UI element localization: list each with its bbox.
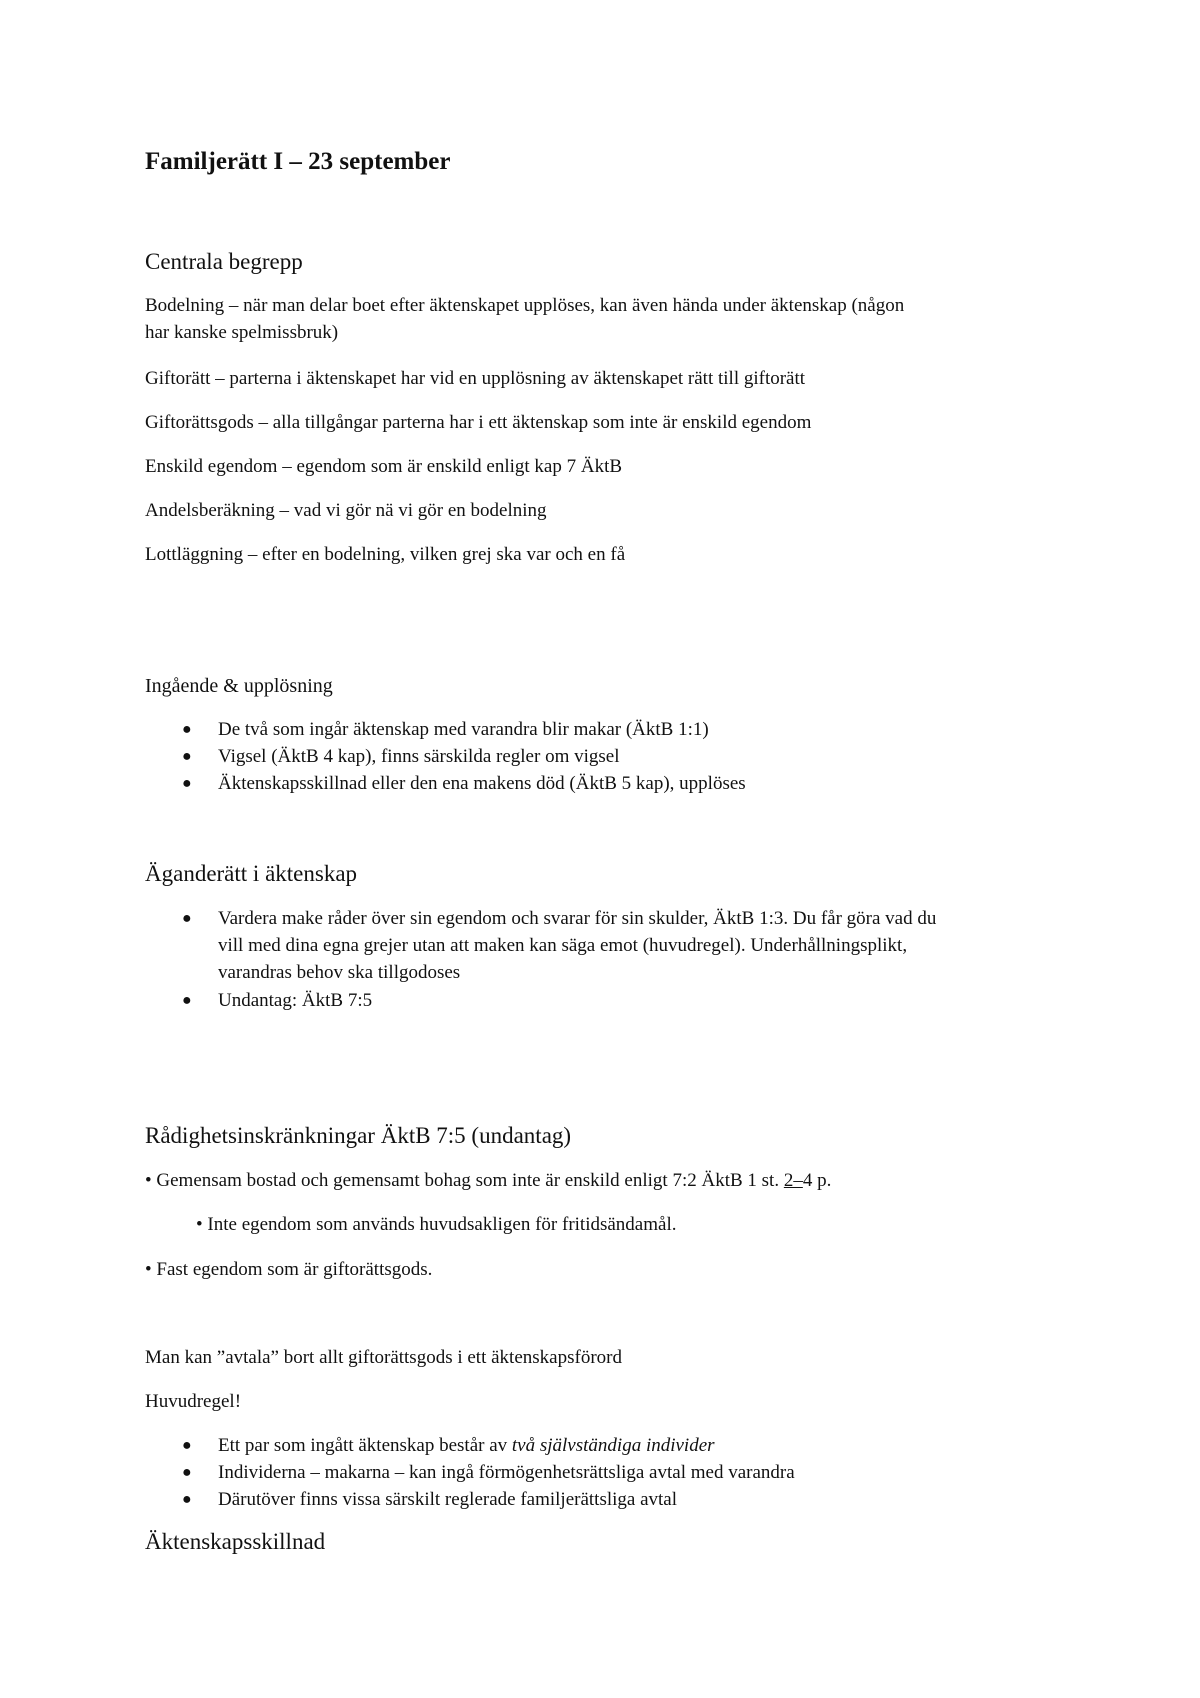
list-item-line1: Vardera make råder över sin egendom och svarar för sin skulder, ÄktB 1:3. Du får göra vad du [218,908,937,929]
section-heading-aktenskapsskillnad: Äktenskapsskillnad [145,1529,326,1554]
list-item [218,1432,715,1459]
page-title: Familjerätt I – 23 september [145,148,451,175]
list-item: Individerna – makarna – kan ingå förmögenhetsrättsliga avtal med varandra [218,1462,795,1483]
radighet-item-bostad-text: • Gemensam bostad och gemensamt bohag som inte är enskild enligt 7:2 ÄktB 1 st. [145,1170,784,1191]
section-heading-centrala-begrepp: Centrala begrepp [145,249,303,274]
paragraph-enskild-egendom: Enskild egendom – egendom som är enskild enligt kap 7 ÄktB [145,456,623,477]
paragraph-andelsberakning: Andelsberäkning – vad vi gör nä vi gör en bodelning [145,500,547,521]
bullet-dot: ● [182,721,192,738]
list-item: Äktenskapsskillnad eller den ena makens död (ÄktB 5 kap), upplöses [218,773,746,794]
list-item: Därutöver finns vissa särskilt reglerade familjerättsliga avtal [218,1489,678,1510]
list-item: Undantag: ÄktB 7:5 [218,990,373,1011]
list-item: De två som ingår äktenskap med varandra blir makar (ÄktB 1:1) [218,719,709,740]
paragraph-avtal: Man kan ”avtala” bort allt giftorättsgods i ett äktenskapsförord [145,1347,622,1368]
section-heading-aganderatt: Äganderätt i äktenskap [145,861,358,886]
bullet-dot: ● [182,1437,192,1454]
list-item: Vigsel (ÄktB 4 kap), finns särskilda regler om vigsel [218,746,620,767]
paragraph-lottlaggning: Lottläggning – efter en bodelning, vilken grej ska var och en få [145,544,626,565]
bullet-dot: ● [182,1464,192,1481]
list-item-line3: varandras behov ska tillgodoses [218,962,461,983]
section-heading-ingaende: Ingående & upplösning [145,675,333,697]
bullet-dot: ● [182,992,192,1009]
bullet-dot: ● [182,748,192,765]
radighet-item-fritid: • Inte egendom som används huvudsakligen för fritidsändamål. [196,1214,677,1235]
paragraph-bodelning-line1: Bodelning – när man delar boet efter äktenskapet upplöses, kan även hända under äktenskap (någon [145,295,905,316]
bullet-dot: ● [182,910,192,927]
bullet-dot: ● [182,1491,192,1508]
section-heading-radighet: Rådighetsinskränkningar ÄktB 7:5 (undantag) [145,1123,572,1148]
radighet-item-bostad-end: 4 p. [802,1170,832,1191]
underlined-range: 2– [783,1170,803,1191]
paragraph-giftoratt: Giftorätt – parterna i äktenskapet har vid en upplösning av äktenskapet rätt till giftorätt [145,368,806,389]
huvudregel-label: Huvudregel! [145,1391,242,1412]
list-item-text: Ett par som ingått äktenskap består av [218,1435,512,1456]
list-item-line2: vill med dina egna grejer utan att maken kan säga emot (huvudregel). Underhållningsplikt, [218,935,908,956]
radighet-item-fast-egendom: • Fast egendom som är giftorättsgods. [145,1259,433,1280]
radighet-item-bostad [145,1167,831,1194]
italic-phrase: två självständiga individer [511,1435,715,1456]
bullet-dot: ● [182,775,192,792]
paragraph-giftorattsgods: Giftorättsgods – alla tillgångar parterna har i ett äktenskap som inte är enskild egendom [145,412,812,433]
paragraph-bodelning-line2: har kanske spelmissbruk) [145,322,339,343]
